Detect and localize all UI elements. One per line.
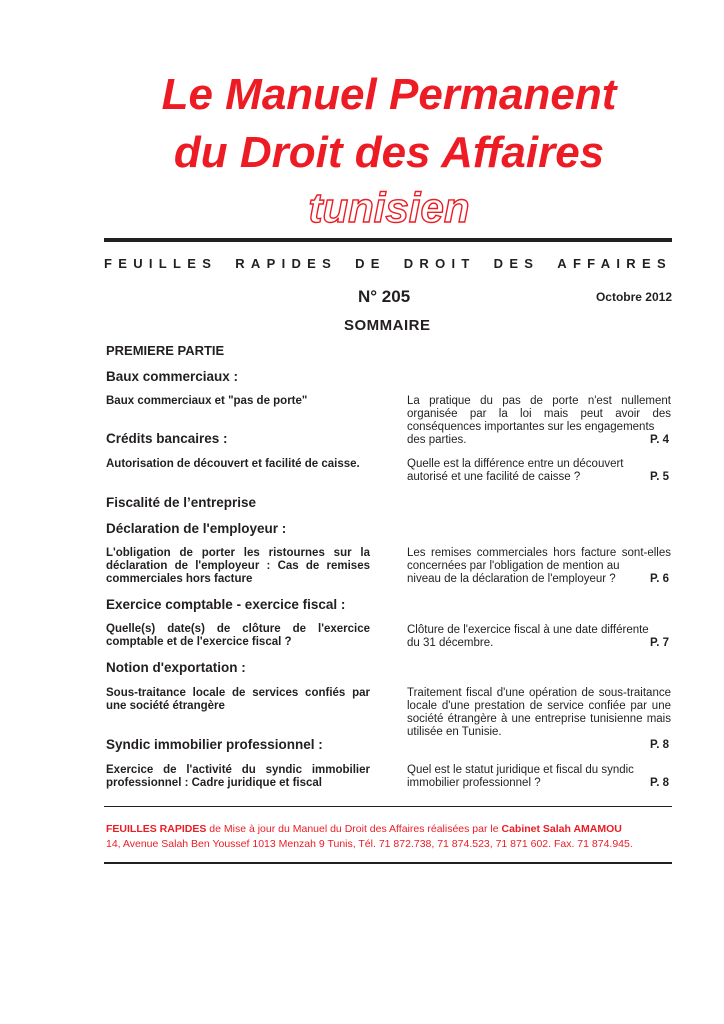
footer-firm: Cabinet Salah AMAMOU bbox=[501, 823, 622, 835]
page-reference: P. 4 bbox=[650, 434, 669, 446]
top-divider bbox=[104, 238, 672, 242]
series-word: DE bbox=[355, 256, 386, 271]
page-reference: P. 6 bbox=[650, 573, 669, 585]
page-reference: P. 5 bbox=[650, 471, 669, 483]
summary-text: Traitement fiscal d'une opération de sous-traitance locale d'une prestation de service confiée par une société étrangère à une entreprise tunisienne mais utilisée en Tunisie. bbox=[407, 687, 671, 738]
sommaire-heading: SOMMAIRE bbox=[344, 317, 431, 334]
title-line-1: Le Manuel Permanent bbox=[161, 70, 617, 119]
item-title: Autorisation de découvert et facilité de caisse. bbox=[106, 458, 360, 470]
summary-text: Clôture de l'exercice fiscal à une date différente bbox=[407, 624, 649, 636]
summary-last-line bbox=[407, 739, 671, 752]
summary-text: du 31 décembre. bbox=[407, 637, 494, 649]
page-reference: P. 8 bbox=[650, 777, 669, 789]
series-word: RAPIDES bbox=[235, 256, 338, 271]
series-word: FEUILLES bbox=[104, 256, 218, 271]
item-title: Baux commerciaux et "pas de porte" bbox=[106, 395, 308, 407]
issue-date: Octobre 2012 bbox=[595, 290, 672, 304]
part-heading: PREMIERE PARTIE bbox=[106, 343, 225, 358]
footer-address: 14, Avenue Salah Ben Youssef 1013 Menzah 9 Tunis, Tél. 71 872.738, 71 874.523, 71 871 602. Fax. 71 874.945. bbox=[106, 838, 633, 850]
summary-last-line bbox=[407, 434, 671, 447]
section-title: Exercice comptable - exercice fiscal : bbox=[106, 597, 346, 612]
summary-text: immobilier professionnel ? bbox=[407, 777, 541, 789]
item-summary bbox=[407, 395, 671, 447]
footer-text: de Mise à jour du Manuel du Droit des Affaires réalisées par le bbox=[206, 823, 502, 835]
summary-text: niveau de la déclaration de l'employeur ? bbox=[407, 573, 616, 585]
section-title: Baux commerciaux : bbox=[106, 369, 239, 384]
summary-text: Les remises commerciales hors facture sont-elles concernées par l'obligation de mention au bbox=[407, 547, 671, 572]
footer-divider bbox=[104, 806, 672, 807]
section-title: Fiscalité de l’entreprise bbox=[106, 495, 257, 510]
series-word: DES bbox=[493, 256, 540, 271]
page-reference: P. 7 bbox=[650, 637, 669, 649]
section-title: Crédits bancaires : bbox=[106, 431, 228, 446]
item-title: Sous-traitance locale de services confiés par une société étrangère bbox=[106, 687, 370, 712]
page-reference: P. 8 bbox=[650, 739, 669, 751]
footer-brand: FEUILLES RAPIDES bbox=[106, 823, 207, 835]
item-title: Quelle(s) date(s) de clôture de l'exercice comptable et de l'exercice fiscal ? bbox=[106, 623, 370, 648]
issue-number: N° 205 bbox=[358, 287, 411, 306]
item-summary bbox=[407, 458, 671, 484]
summary-text: Quelle est la différence entre un découvert bbox=[407, 458, 624, 470]
item-summary bbox=[407, 624, 671, 650]
title-line-2: du Droit des Affaires bbox=[173, 128, 605, 177]
section-title: Notion d'exportation : bbox=[106, 660, 246, 675]
series-title bbox=[104, 256, 672, 272]
bottom-divider bbox=[104, 862, 672, 864]
summary-text: La pratique du pas de porte n'est nullement organisée par la loi mais peut avoir des conséquences importantes sur les engagements bbox=[407, 395, 671, 433]
item-summary bbox=[407, 687, 671, 752]
summary-last-line bbox=[407, 777, 671, 790]
summary-text: des parties. bbox=[407, 434, 467, 446]
item-title: L'obligation de porter les ristournes sur la déclaration de l'employeur : Cas de remises commerciales hors facture bbox=[106, 547, 370, 585]
footer bbox=[106, 822, 672, 852]
item-title: Exercice de l'activité du syndic immobilier professionnel : Cadre juridique et fiscal bbox=[106, 764, 370, 789]
section-title: Syndic immobilier professionnel : bbox=[106, 737, 323, 752]
series-word: DROIT bbox=[403, 256, 476, 271]
section-title: Déclaration de l'employeur : bbox=[106, 521, 287, 536]
summary-text: autorisé et une facilité de caisse ? bbox=[407, 471, 581, 483]
footer-line-1 bbox=[106, 822, 672, 837]
item-summary bbox=[407, 764, 671, 790]
subtitle-tunisien: tunisien bbox=[308, 184, 470, 231]
summary-text: Quel est le statut juridique et fiscal du syndic bbox=[407, 764, 634, 776]
series-word: AFFAIRES bbox=[557, 256, 672, 271]
item-summary bbox=[407, 547, 671, 586]
summary-last-line bbox=[407, 637, 671, 650]
summary-last-line bbox=[407, 573, 671, 586]
summary-last-line bbox=[407, 471, 671, 484]
